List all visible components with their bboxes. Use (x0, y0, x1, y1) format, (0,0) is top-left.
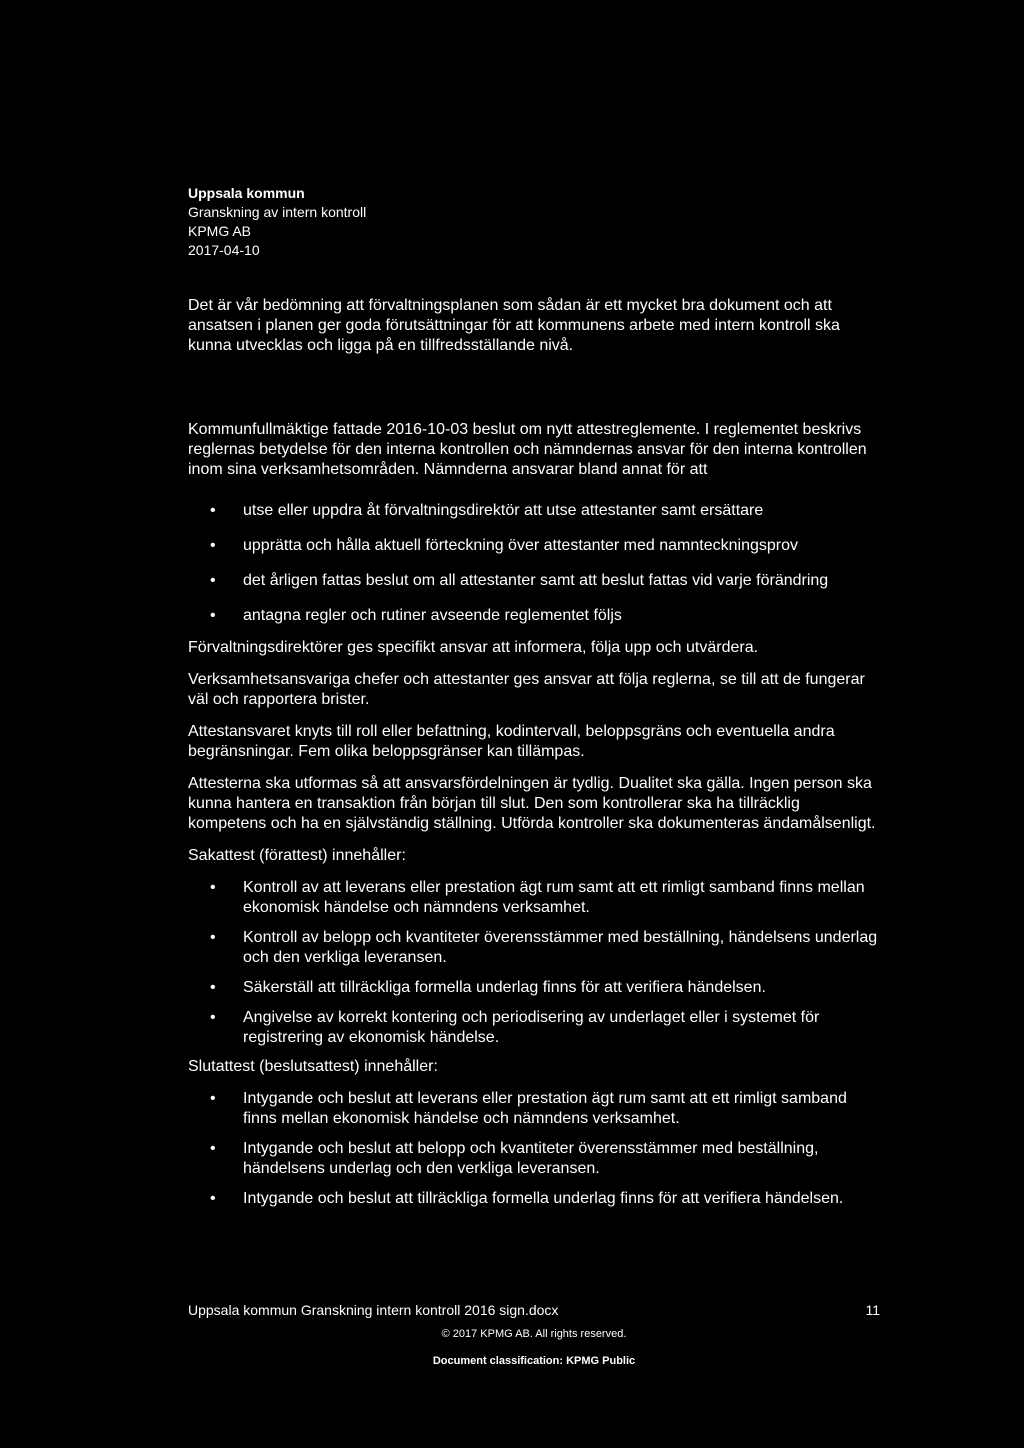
list-item-text: Säkerställ att tillräckliga formella underlag finns för att verifiera händelsen. (243, 979, 766, 996)
final-attest-heading: Slutattest (beslutsattest) innehåller: (188, 1058, 438, 1075)
attest-design-paragraph: Attesterna ska utformas så att ansvarsfördelningen är tydlig. Dualitet ska gälla. Ingen person ska kunna hantera en transaktion från början till slut. Den som kontrollerar ska ha tillräcklig kompetens och ha en självständig ställning. Utförda kontroller ska dokumenteras ändamålsenligt. (188, 775, 876, 832)
list-item (188, 1089, 880, 1129)
copyright-notice: © 2017 KPMG AB. All rights reserved. (441, 1328, 627, 1340)
organization-name: Uppsala kommun (188, 185, 305, 201)
managers-paragraph: Verksamhetsansvariga chefer och attestanter ges ansvar att följa reglerna, se till att de fungerar väl och rapportera brister. (188, 671, 865, 708)
bullet-icon: • (210, 537, 216, 554)
page-number: 11 (865, 1302, 880, 1318)
list-item (188, 501, 880, 521)
list-item-text: Kontroll av att leverans eller prestation ägt rum samt att ett rimligt samband finns mellan ekonomisk händelse och nämndens verksamhet. (243, 879, 865, 916)
document-classification: Document classification: KPMG Public (432, 1355, 636, 1367)
regulation-intro-paragraph: Kommunfullmäktige fattade 2016-10-03 beslut om nytt attestreglemente. I reglementet beskrivs reglernas betydelse för den interna kontrollen och nämndernas ansvar för den interna kontrollen inom sina verksamhetsområden. Nämnderna ansvarar bland annat för att (188, 421, 867, 478)
list-item-text: det årligen fattas beslut om all attestanter samt att beslut fattas vid varje förändring (243, 572, 829, 589)
list-item-text: antagna regler och rutiner avseende reglementet följs (243, 607, 622, 624)
list-item-text: Angivelse av korrekt kontering och periodisering av underlaget eller i systemet för registrering av ekonomisk händelse. (243, 1009, 820, 1046)
list-item (188, 1139, 880, 1179)
report-date: 2017-04-10 (188, 242, 260, 258)
bullet-icon: • (210, 929, 216, 946)
committee-duties-list (188, 501, 880, 626)
list-item-text: Kontroll av belopp och kvantiteter överensstämmer med beställning, händelsens underlag och den verkliga leveransen. (243, 929, 878, 966)
bullet-icon: • (210, 1140, 216, 1157)
company-name: KPMG AB (188, 223, 252, 239)
attest-responsibility-paragraph: Attestansvaret knyts till roll eller befattning, kodintervall, beloppsgräns och eventuella andra begränsningar. Fem olika beloppsgränser kan tillämpas. (188, 723, 835, 760)
bullet-icon: • (210, 1190, 216, 1207)
bullet-icon: • (210, 572, 216, 589)
list-item-text: utse eller uppdra åt förvaltningsdirektör att utse attestanter samt ersättare (243, 502, 764, 519)
report-title: Granskning av intern kontroll (188, 204, 367, 220)
bullet-icon: • (210, 1009, 216, 1026)
final-attest-list (188, 1089, 880, 1209)
list-item-text: Intygande och beslut att leverans eller prestation ägt rum samt att ett rimligt samband finns mellan ekonomisk händelse och nämndens verksamhet. (243, 1090, 847, 1127)
directors-paragraph: Förvaltningsdirektörer ges specifikt ansvar att informera, följa upp och utvärdera. (188, 639, 759, 656)
list-item (188, 1008, 880, 1048)
pre-attest-heading: Sakattest (förattest) innehåller: (188, 847, 406, 864)
list-item (188, 978, 880, 998)
footer-filename: Uppsala kommun Granskning intern kontroll 2016 sign.docx (188, 1302, 559, 1318)
regulation-section (188, 420, 880, 1209)
bullet-icon: • (210, 502, 216, 519)
list-item-text: Intygande och beslut att belopp och kvantiteter överensstämmer med beställning, händelsens underlag och den verkliga leveransen. (243, 1140, 819, 1177)
bullet-icon: • (210, 607, 216, 624)
pre-attest-list (188, 878, 880, 1048)
list-item (188, 606, 880, 626)
list-item (188, 878, 880, 918)
assessment-paragraph: Det är vår bedömning att förvaltningsplanen som sådan är ett mycket bra dokument och att ansatsen i planen ger goda förutsättningar för att kommunens arbete med intern kontroll ska kunna utvecklas och ligga på en tillfredsställande nivå. (188, 297, 840, 354)
bullet-icon: • (210, 879, 216, 896)
list-item-text: Intygande och beslut att tillräckliga formella underlag finns för att verifiera händelsen. (243, 1190, 844, 1207)
list-item (188, 536, 880, 556)
bullet-icon: • (210, 1090, 216, 1107)
document-header (188, 184, 366, 260)
list-item (188, 1189, 880, 1209)
list-item (188, 928, 880, 968)
bullet-icon: • (210, 979, 216, 996)
list-item-text: upprätta och hålla aktuell förteckning över attestanter med namnteckningsprov (243, 537, 798, 554)
assessment-section (188, 296, 880, 356)
list-item (188, 571, 880, 591)
